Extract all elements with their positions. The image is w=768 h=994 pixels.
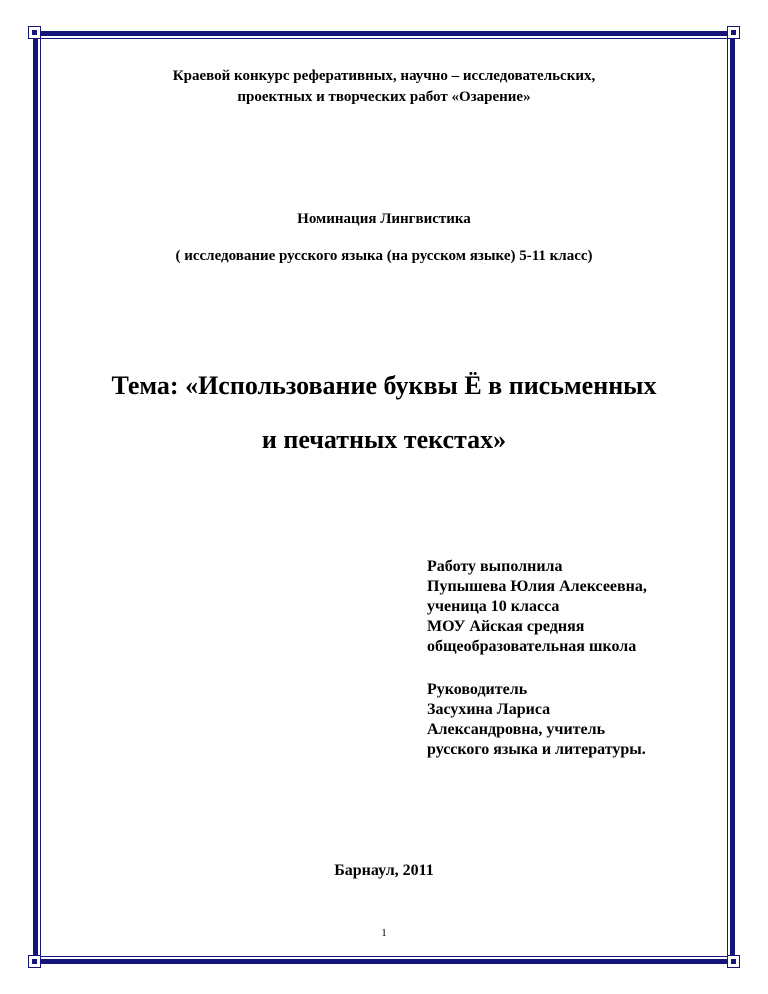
- author-line: ученица 10 класса: [427, 598, 560, 615]
- contest-title-line-1: Краевой конкурс реферативных, научно – исследовательских,: [172, 68, 596, 84]
- page-number: 1: [381, 927, 387, 939]
- nomination-subtitle: ( исследование русского языка (на русском языке) 5-11 класс): [175, 248, 593, 264]
- nomination-title: Номинация Лингвистика: [297, 211, 471, 227]
- supervisor-line: русского языка и литературы.: [427, 741, 646, 758]
- author-line: Пупышева Юлия Алексеевна,: [427, 578, 647, 595]
- page-border-inner: [40, 38, 728, 957]
- border-corner-ornament: [727, 955, 740, 968]
- supervisor-line: Руководитель: [427, 681, 528, 698]
- border-corner-ornament: [28, 26, 41, 39]
- author-line: Работу выполнила: [427, 558, 563, 575]
- place-year: Барнаул, 2011: [334, 862, 434, 879]
- topic-line-1: Тема: «Использование буквы Ё в письменных: [111, 371, 657, 400]
- supervisor-line: Александровна, учитель: [427, 721, 606, 738]
- border-corner-ornament: [727, 26, 740, 39]
- supervisor-line: Засухина Лариса: [427, 701, 551, 718]
- border-corner-ornament: [28, 955, 41, 968]
- author-line: МОУ Айская средняя: [427, 618, 585, 635]
- author-line: общеобразовательная школа: [427, 638, 637, 655]
- topic-line-2: и печатных текстах»: [261, 425, 507, 454]
- contest-title-line-2: проектных и творческих работ «Озарение»: [237, 89, 531, 105]
